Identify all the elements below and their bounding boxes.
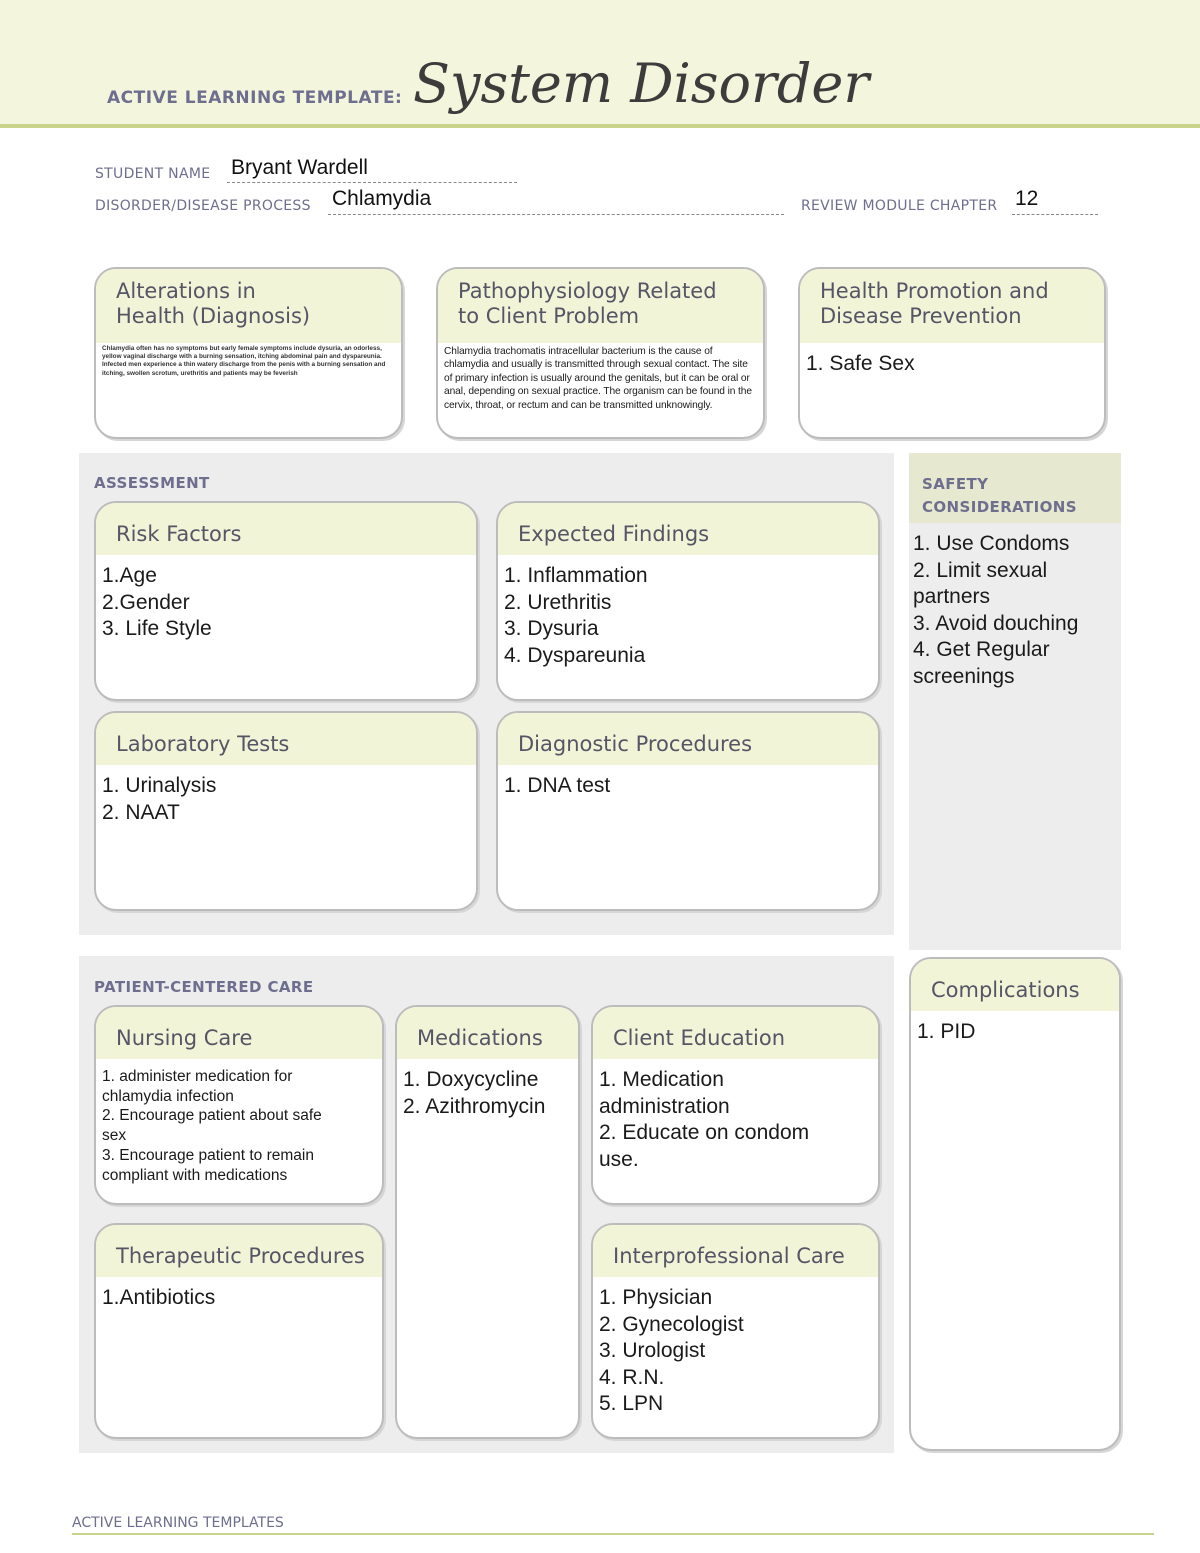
- footer-text: ACTIVE LEARNING TEMPLATES: [72, 1515, 284, 1531]
- therapeutic-procedures-list[interactable]: [96, 1277, 382, 1312]
- list-item: 1. Doxycycline: [403, 1068, 539, 1091]
- footer-divider: [72, 1533, 1154, 1535]
- complications-list[interactable]: [911, 1011, 1119, 1046]
- list-item: 1. Medication administration: [599, 1068, 730, 1118]
- list-item: 2. Encourage patient about safe sex: [102, 1107, 322, 1145]
- list-item: 1.Age: [102, 564, 157, 587]
- expected-findings-box: [496, 501, 880, 701]
- chapter-underline: [1012, 214, 1098, 215]
- list-item: 1. Inflammation: [504, 564, 648, 587]
- safety-label: SAFETY CONSIDERATIONS: [922, 475, 1077, 516]
- list-item: 3. Encourage patient to remain compliant with medications: [102, 1146, 314, 1184]
- risk-factors-title: Risk Factors: [96, 503, 476, 555]
- patient-centered-care-label: PATIENT-CENTERED CARE: [94, 978, 314, 996]
- medications-list[interactable]: [397, 1059, 578, 1120]
- list-item: 1. Urinalysis: [102, 774, 217, 797]
- client-education-list[interactable]: [593, 1059, 878, 1173]
- template-label: ACTIVE LEARNING TEMPLATE:: [107, 88, 403, 108]
- interprofessional-care-list[interactable]: [593, 1277, 878, 1418]
- list-item: 1. Safe Sex: [806, 352, 915, 375]
- assessment-label: ASSESSMENT: [94, 474, 210, 492]
- student-name-underline: [227, 182, 517, 183]
- list-item: 2. Urethritis: [504, 590, 612, 614]
- nursing-care-list[interactable]: [96, 1059, 382, 1185]
- safety-list[interactable]: [913, 531, 1118, 690]
- list-item: 4. R.N.: [599, 1365, 665, 1389]
- list-item: 2.Gender: [102, 590, 190, 614]
- list-item: 2. Limit sexual partners: [913, 558, 1048, 608]
- nursing-care-box: [94, 1005, 384, 1205]
- pathophysiology-box: [436, 267, 765, 439]
- list-item: 1.Antibiotics: [102, 1286, 216, 1309]
- risk-factors-list[interactable]: [96, 555, 476, 643]
- list-item: 1. Use Condoms: [913, 532, 1070, 555]
- list-item: 4. Dyspareunia: [504, 643, 646, 667]
- risk-factors-box: [94, 501, 478, 701]
- pathophysiology-text[interactable]: Chlamydia trachomatis intracellular bacterium is the cause of chlamydia and usually is transmitted through sexual contact. The site of primary infection is usually around the genitals, but it can be oral or anal, depending on sexual practice. The organism can be found in the cervix, throat, or rectum and can be transmitted unknowingly.: [444, 346, 752, 411]
- client-education-box: [591, 1005, 880, 1205]
- disorder-field[interactable]: Chlamydia: [332, 187, 432, 210]
- interprofessional-care-box: [591, 1223, 880, 1439]
- list-item: 3. Life Style: [102, 617, 212, 640]
- list-item: 3. Avoid douching: [913, 611, 1079, 635]
- therapeutic-procedures-box: [94, 1223, 384, 1439]
- medications-box: [395, 1005, 580, 1439]
- complications-box: [909, 957, 1121, 1451]
- list-item: 2. NAAT: [102, 800, 180, 824]
- list-item: 4. Get Regular screenings: [913, 638, 1050, 688]
- nursing-care-title: Nursing Care: [96, 1007, 382, 1059]
- alterations-title: Alterations in Health (Diagnosis): [96, 269, 401, 343]
- alterations-box: [94, 267, 403, 439]
- list-item: 2. Azithromycin: [403, 1094, 546, 1118]
- interprofessional-care-title: Interprofessional Care: [593, 1225, 878, 1277]
- student-name-label: STUDENT NAME: [95, 166, 211, 182]
- list-item: 1. DNA test: [504, 774, 611, 797]
- disorder-label: DISORDER/DISEASE PROCESS: [95, 198, 311, 214]
- list-item: 1. PID: [917, 1020, 976, 1043]
- expected-findings-list[interactable]: [498, 555, 878, 669]
- list-item: 3. Urologist: [599, 1339, 706, 1362]
- list-item: 1. Physician: [599, 1286, 713, 1309]
- laboratory-tests-title: Laboratory Tests: [96, 713, 476, 765]
- laboratory-tests-box: [94, 711, 478, 911]
- list-item: 2. Gynecologist: [599, 1312, 744, 1336]
- student-name-field[interactable]: Bryant Wardell: [231, 156, 368, 179]
- page-title: System Disorder: [413, 52, 870, 115]
- alterations-text[interactable]: Chlamydia often has no symptoms but early female symptoms include dysuria, an odorless, yellow vaginal discharge with a burning sensation, itching abdominal pain and dyspareunia. Infected men experience a thin watery discharge from the penis with a burning sensation and itching, swollen scrotum, urethritis and patients may be feverish: [102, 345, 386, 377]
- expected-findings-title: Expected Findings: [498, 503, 878, 555]
- safety-panel: [909, 453, 1121, 950]
- diagnostic-procedures-box: [496, 711, 880, 911]
- diagnostic-procedures-title: Diagnostic Procedures: [498, 713, 878, 765]
- laboratory-tests-list[interactable]: [96, 765, 476, 826]
- pathophysiology-title: Pathophysiology Related to Client Problem: [438, 269, 763, 343]
- chapter-label: REVIEW MODULE CHAPTER: [801, 198, 998, 214]
- list-item: 2. Educate on condom use.: [599, 1121, 810, 1171]
- list-item: 1. administer medication for chlamydia infection: [102, 1068, 293, 1105]
- complications-title: Complications: [911, 959, 1119, 1011]
- list-item: 3. Dysuria: [504, 617, 599, 640]
- disorder-underline: [328, 214, 784, 215]
- medications-title: Medications: [397, 1007, 578, 1059]
- health-promotion-box: [798, 267, 1106, 439]
- header-divider: [0, 124, 1200, 128]
- health-promotion-title: Health Promotion and Disease Prevention: [800, 269, 1104, 343]
- list-item: 5. LPN: [599, 1392, 664, 1415]
- diagnostic-procedures-list[interactable]: [498, 765, 878, 800]
- chapter-field[interactable]: 12: [1015, 187, 1039, 210]
- health-promotion-list[interactable]: [800, 343, 1104, 378]
- client-education-title: Client Education: [593, 1007, 878, 1059]
- therapeutic-procedures-title: Therapeutic Procedures: [96, 1225, 382, 1277]
